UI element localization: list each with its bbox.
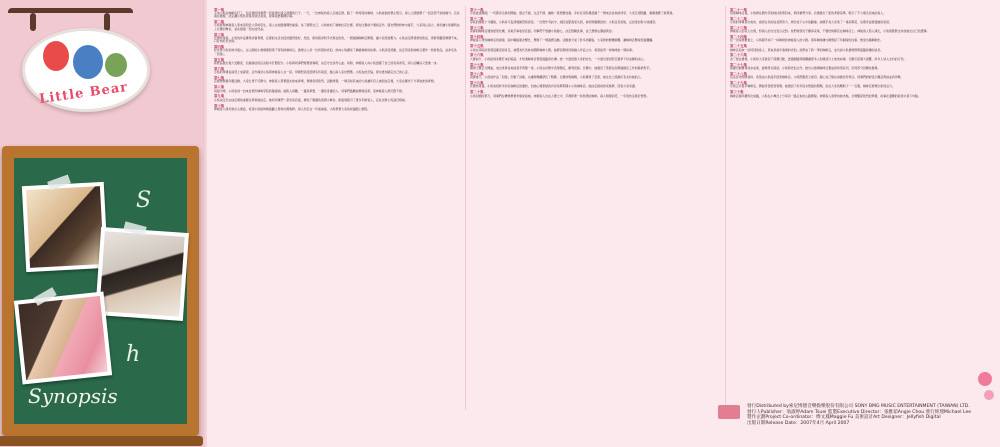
episode-heading: 第三十集 bbox=[730, 90, 744, 95]
episode-heading: 第二十六集 bbox=[730, 53, 747, 58]
episode-text: 國際大賽正式開始，來自世界各地的高手齊聚一堂。小熊在初賽中表現穩定，順利晉級。比賽中，她遇見了曾經在家鄉連鎖店工作的競爭對手。 bbox=[470, 65, 653, 70]
photo-couple bbox=[14, 292, 112, 385]
episode-heading: 第十一集 bbox=[470, 7, 484, 12]
episode-text: 家鄉的咖啡店遇到經營危機，房東打算收回店面。同事們不想讓小熊擔心，決定隱瞞此事，自己想辦法籌措資金。 bbox=[470, 29, 615, 34]
credit-line: 出版日期Release Date：2007年4月 April 2007 bbox=[747, 421, 850, 427]
chalkboard-ledge bbox=[0, 436, 203, 446]
episode-heading: 第十七集 bbox=[470, 62, 484, 67]
chalk-doodle: h bbox=[126, 342, 141, 367]
logo-plate bbox=[22, 28, 150, 112]
blue-bear-mascot bbox=[73, 45, 103, 79]
episode-list-2 bbox=[470, 9, 720, 98]
episode-heading: 第二十五集 bbox=[730, 44, 747, 49]
chalkboard bbox=[14, 158, 187, 424]
episode-text: 小熊的母親從南部上來探望，意外撞見小熊與神秘客人在一起。母親對這段感情有所保留，擔心兩人家世懸殊。小熊為此苦惱，卻也更加確定自己的心意。 bbox=[214, 70, 411, 75]
logo-line-2: Bear bbox=[88, 79, 129, 101]
green-mascot bbox=[105, 53, 127, 77]
episode-text: 回到咖啡店後，小熊將在國外學到的技術帶回來，與同事們分享。店裡推出了新的季節菜單，吸引了不少慕名而來的客人。 bbox=[730, 10, 887, 15]
photo-girl bbox=[22, 182, 108, 272]
episode-text: 店裡舉辦週年慶活動，大家忙得不可開交。神秘客人帶著朋友前來捧場，現場氣氛熱烈。活動尾聲，一場突如其來的大雨讓所有人被困在店裡，大家在燭光下分享彼此的夢想。 bbox=[214, 79, 437, 84]
chalkboard-frame bbox=[2, 146, 199, 436]
chalk-doodle: S bbox=[136, 188, 152, 213]
episode-heading: 第二十八集 bbox=[730, 71, 747, 76]
episode-text: 小熊抵達異國，一切都是全新的開始。語言不通、生活不便，讓她一度想要放棄。幸好在學院裡認識了一群來自各地的同學，大家互相照顧，漸漸適應了新環境。 bbox=[470, 10, 676, 15]
red-bird-mascot bbox=[43, 41, 69, 71]
episode-text: 神秘客人的家人出現，對兩人的交往表示反對。他們希望兒子繼承家業，不要把時間花在咖啡店上。神秘客人陷入掙扎，小熊則默默支持他做出自己的選擇。 bbox=[730, 29, 930, 34]
episode-text: 小熊在學院的表現逐漸受到肯定，被選為代表參加國際咖啡大賽。她將家鄉的回憶融入作品之中，希望能用一杯咖啡說一個故事。 bbox=[470, 47, 635, 52]
episode-text: 小熊發現神秘客人原來是附近大學的學生，兩人在校園裡偶然重逢。為了證明自己，小熊參加了咖啡拉花比賽，卻在比賽前夕遇到意外。朋友們紛紛伸出援手，大家同心協力，終於讓小熊順利站上比賽的舞台，並在最後一刻完成作品。 bbox=[214, 23, 460, 31]
synopsis-label: Synopsis bbox=[28, 384, 118, 408]
episode-heading: 第二十三集 bbox=[730, 25, 747, 30]
shelf-bracket bbox=[30, 13, 36, 31]
episode-heading: 第九集 bbox=[214, 94, 225, 99]
logo-wordmark bbox=[38, 80, 129, 107]
episode-heading: 第二十七集 bbox=[730, 62, 747, 67]
text-column-3 bbox=[730, 6, 988, 402]
episode-heading: 第十三集 bbox=[470, 25, 484, 30]
episode-text: 比賽結束後，小熊的作品獲得評審青睞，店裡的生意也因此變得更好。然而，新的競爭對手出現在街角，一間連鎖咖啡店開幕，讓大家感到壓力。小熊決定研發新的飲品，卻發現靈感遲遲不來，只好向好友求助。 bbox=[214, 35, 460, 44]
photo-boy bbox=[95, 227, 189, 321]
episode-text: 神秘客人得知咖啡店的困境，暗中聯絡朋友幫忙，舉辦了一場義賣活動。活動當天來了許多老顧客，大家紛紛慷慨解囊，讓咖啡店暫時度過難關。 bbox=[470, 38, 655, 43]
episode-text: 咖啡店週年慶再次來臨，小熊在小舞台上分享這一路走來的心路歷程。神秘客人當眾向她求婚，全場響起熱烈的掌聲，故事在溫馨的氣氛中畫下句點。 bbox=[730, 93, 921, 98]
credit-line: 發行Distributed by索尼博德音樂娛樂股份有限公司 SONY BMG MUSIC ENTERTAINMENT (TAIWAN) LTD. bbox=[747, 404, 970, 409]
episode-text: 咖啡店迎來一位特別的客人，原來是當年農場的老伯。他帶來了新一季的咖啡豆，並告訴小熊農場即將面臨拆遷的消息。 bbox=[730, 47, 884, 52]
episode-heading: 第二十四集 bbox=[730, 35, 747, 40]
episode-heading: 第十集 bbox=[214, 103, 225, 108]
episode-heading: 第一集 bbox=[214, 7, 225, 12]
episode-heading: 第十八集 bbox=[470, 71, 484, 76]
text-column-2 bbox=[470, 6, 720, 446]
episode-heading: 第六集 bbox=[214, 66, 225, 71]
brand-logo bbox=[718, 405, 740, 419]
episode-heading: 第八集 bbox=[214, 85, 225, 90]
credits-block bbox=[747, 404, 977, 427]
episode-heading: 第七集 bbox=[214, 76, 225, 80]
episode-text: 在一次家族聚會上，小熊親手沖了一杯咖啡給神秘客人的父親。那杯咖啡讓父親想起了年輕時的往事，態度也漸漸軟化。 bbox=[730, 38, 884, 43]
episode-list-3 bbox=[730, 9, 988, 98]
episode-heading: 第二十九集 bbox=[730, 81, 747, 85]
episode-heading: 第二十二集 bbox=[730, 16, 747, 21]
credit-line: 製作企劃Project Co-ordinator：傅文鳳Maggie Fu 美術設計Art Designer：Jellyfish Digital bbox=[747, 415, 941, 421]
credit-line: 發行人Publisher：翁淑婷Adam Tsuei 監製Executive Director：張雅茹Angie Chou 發行經理Michael Lee bbox=[747, 409, 972, 415]
episode-heading: 第二十一集 bbox=[730, 7, 747, 12]
shelf bbox=[8, 8, 133, 23]
episode-heading: 第三集 bbox=[214, 32, 225, 37]
logo-line-1: Little bbox=[38, 85, 86, 108]
episode-text: 新飲品推出後大受歡迎，但連鎖店的店長暗中打聽配方。小熊與同事們察覺到異樣，決定守住這份心血。同時，神秘客人向小熊透露了自己的家庭背景，兩人的關係又更進一步。 bbox=[214, 60, 440, 65]
episode-text: 為了保住農場，小熊和大家發起了保護行動，透過網路與媒體讓更多人知道這片土地的故事。行動引起廣大迴響，許多人加入支持的行列。 bbox=[730, 56, 907, 61]
episode-text: 小熊回國的那天，同事們在機場舉著布條迎接她。神秘客人也在人群之中，手裡捧著一杯熟悉的咖啡。兩人相視而笑，一年的約定終於實現。 bbox=[470, 93, 650, 98]
column-divider bbox=[725, 6, 726, 410]
column-divider bbox=[465, 6, 466, 410]
episode-heading: 第二十集 bbox=[470, 90, 484, 95]
episode-text: 小熊的母親再次來訪，看到女兒的成長與努力，終於放下心中的顧慮。她親手為大家煮了一桌家鄉菜，店裡洋溢著溫暖的氣氛。 bbox=[730, 20, 892, 25]
episode-text: 小熊決定先完成店裡的重要任務再做決定。她和同事們一起改造店面，增加了閱讀角落與小舞台。新面貌吸引了更多年輕客人，店長也對小熊刮目相看。 bbox=[214, 97, 408, 102]
episode-heading: 第十四集 bbox=[470, 35, 484, 40]
flower-decoration bbox=[984, 390, 994, 400]
episode-heading: 第四集 bbox=[214, 45, 225, 50]
episode-text: 大賽前夕，小熊接到家鄉打來的電話，才知道咖啡店曾經面臨的危機。她一方面感激大家的付出，一方面也更加堅定要拿下好成績的決心。 bbox=[470, 56, 647, 61]
episode-heading: 第十六集 bbox=[470, 53, 484, 58]
episode-text: 保護行動獲得初步成果，農場得以保留。小熊與老伯合作，推出以農場咖啡豆製成的特別系列，所得部分回饋給農場。 bbox=[730, 65, 881, 70]
episode-text: 雨過天晴，小熊收到一封來自國外咖啡學院的邀請函。她陷入兩難，一邊是夢想，一邊是身邊的人。同事們鼓勵她勇敢追夢，而神秘客人卻沉默不語。 bbox=[214, 88, 405, 93]
shelf-bracket bbox=[104, 13, 110, 31]
cover-art-panel bbox=[0, 0, 205, 447]
episode-text: 比賽結束後，小熊收到許多知名咖啡店的邀約，但她心裡牽掛的仍是家鄉那間小小的咖啡店。她決定提前結束進修，回到大家身邊。 bbox=[470, 84, 638, 89]
episode-text: 店長宣布即將退休，希望由小熊接手經營咖啡店。小熊既驚喜又惶恐，擔心自己無法承擔這份責任。同事們紛紛表示願意與她並肩作戰。 bbox=[730, 75, 904, 80]
episode-text: 好友帶小熊到郊外散心，在山間的小農場裡發現了特別的咖啡豆。農場主人是一位和藹的老伯，他向小熊講述了種植咖啡的故事。小熊深受感動，決定用這批咖啡豆製作一款新飲品，並命名為「回憶」。 bbox=[214, 48, 457, 56]
text-column-1 bbox=[214, 6, 460, 446]
episode-text: 小熊正式接手咖啡店，開始學習經營管理。她遇到了許多從未想過的問題，但在大家的幫助下一一克服，咖啡店展現出新的活力。 bbox=[730, 84, 895, 89]
episode-heading: 第十二集 bbox=[470, 16, 484, 21]
episode-heading: 第五集 bbox=[214, 57, 225, 62]
episode-text: 決賽當天，小熊的作品「回憶」打動了評審，也讓現場觀眾紅了眼眶。比賽結果揭曉，小熊獲得了亞軍，她在台上感謝所有支持她的人。 bbox=[470, 75, 644, 80]
episode-text: 主角小熊在咖啡店打工，和店裡的同事們一起度過忙碌又熱鬧的日子。一天，一位神秘的客人走進店裡，點了一杯特別的咖啡，小熊被他的舉止吸引，兩人之間展開了一段意想不到的緣分。店長看在眼裡，決定讓小熊負責接待這位常客，故事由此揭開序幕。 bbox=[214, 10, 460, 19]
episode-heading: 第二集 bbox=[214, 20, 225, 25]
episode-heading: 第十五集 bbox=[470, 44, 484, 49]
episode-heading: 第十九集 bbox=[470, 81, 484, 85]
flower-decoration bbox=[978, 372, 992, 386]
episode-text: 神秘客人終於說出心裡話，希望小熊能夠無後顧之憂地出國進修。兩人約定在一年後重逢，小熊帶著大家的祝福踏上旅程。 bbox=[214, 106, 371, 111]
episode-text: 學院的課程十分嚴格，小熊每天從清晨練習到深夜。一次實作考試中，她因為緊張而失誤，被老師嚴厲批評。小熊沒有氣餒，反而更加努力地練習。 bbox=[470, 20, 658, 25]
episode-list-1 bbox=[214, 9, 460, 112]
